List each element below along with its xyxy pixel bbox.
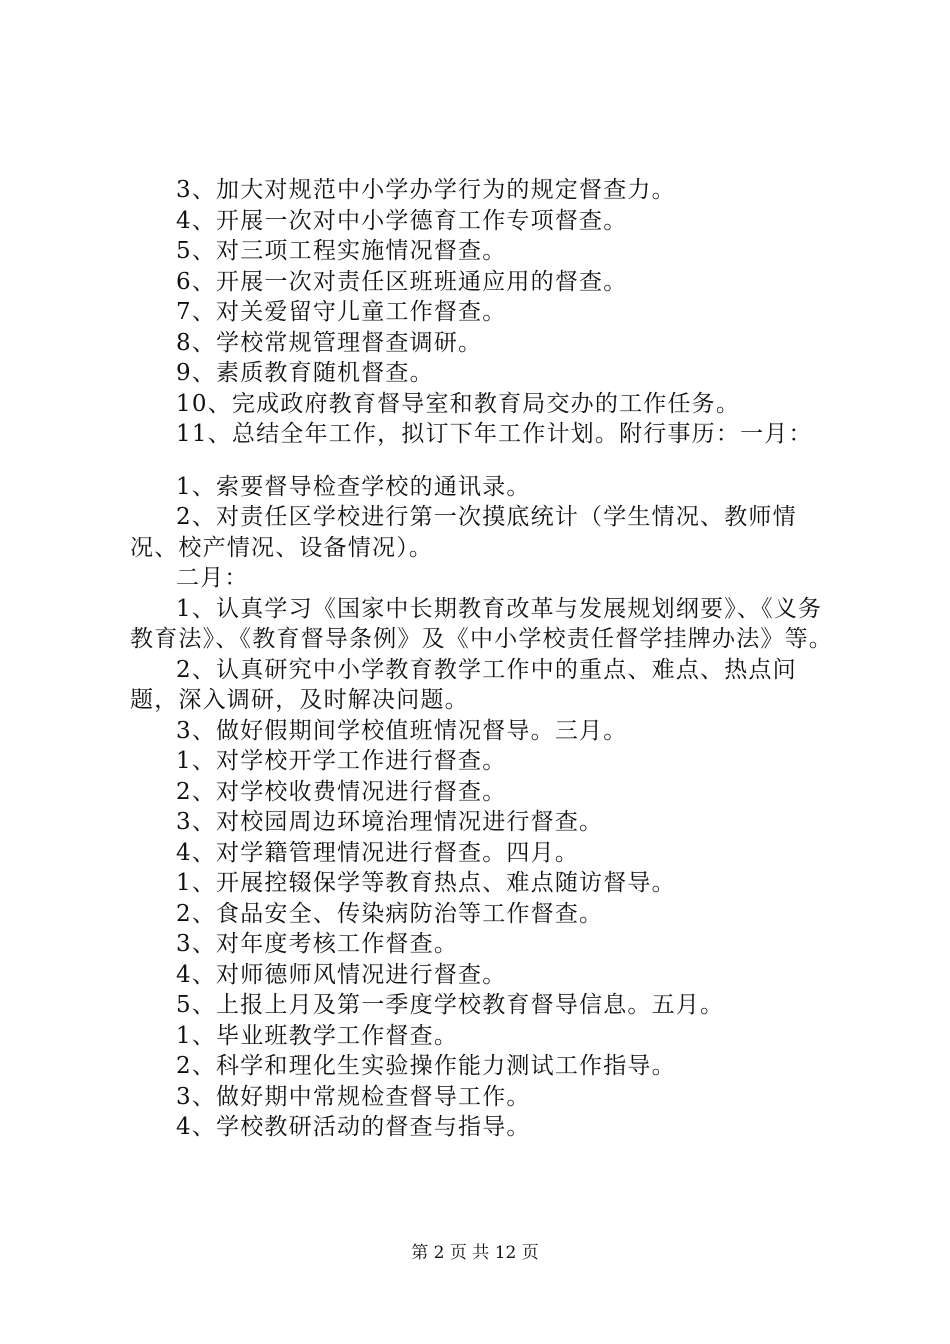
paragraph-12: 二月： <box>176 565 249 591</box>
paragraph-3: 5、对三项工程实施情况督查。 <box>176 238 507 264</box>
paragraph-18: 3、对校园周边环境治理情况进行督查。 <box>176 809 604 835</box>
paragraph-8: 10、完成政府教育督导室和教育局交办的工作任务。 <box>176 390 741 417</box>
paragraph-2: 4、开展一次对中小学德育工作专项督查。 <box>176 207 628 234</box>
paragraph-25: 1、毕业班教学工作督查。 <box>176 1022 459 1049</box>
document-body <box>130 175 835 1143</box>
paragraph-20: 1、开展控辍保学等教育热点、难点随访督导。 <box>176 870 676 896</box>
paragraph-9: 11、总结全年工作，拟订下年工作计划。附行事历：一月： <box>176 421 813 447</box>
paragraph-19: 4、对学籍管理情况进行督查。四月。 <box>176 839 580 866</box>
paragraph-1: 3、加大对规范中小学办学行为的规定督查力。 <box>176 177 676 203</box>
paragraph-6: 8、学校常规管理督查调研。 <box>176 329 483 356</box>
paragraph-24: 5、上报上月及第一季度学校教育督导信息。五月。 <box>176 992 725 1018</box>
paragraph-27: 3、做好期中常规检查督导工作。 <box>176 1083 531 1110</box>
paragraph-5: 7、对关爱留守儿童工作督查。 <box>176 299 507 325</box>
paragraph-10: 1、索要督导检查学校的通讯录。 <box>176 473 531 500</box>
paragraph-14: 2、认真研究中小学教育教学工作中的重点、难点、热点问题，深入调研，及时解决问题。 <box>130 656 797 713</box>
paragraph-17: 2、对学校收费情况进行督查。 <box>176 778 507 805</box>
page-footer: 第 2 页 共 12 页 <box>411 1243 539 1263</box>
paragraph-7: 9、素质教育随机督查。 <box>176 360 434 386</box>
paragraph-11: 2、对责任区学校进行第一次摸底统计（学生情况、教师情况、校产情况、设备情况）。 <box>130 504 797 561</box>
paragraph-22: 3、对年度考核工作督查。 <box>176 931 459 957</box>
paragraph-4: 6、开展一次对责任区班班通应用的督查。 <box>176 268 628 295</box>
paragraph-23: 4、对师德师风情况进行督查。 <box>176 961 507 988</box>
paragraph-28: 4、学校教研活动的督查与指导。 <box>176 1114 531 1140</box>
paragraph-16: 1、对学校开学工作进行督查。 <box>176 748 507 774</box>
paragraph-15: 3、做好假期间学校值班情况督导。三月。 <box>176 717 628 744</box>
paragraph-26: 2、科学和理化生实验操作能力测试工作指导。 <box>176 1053 676 1079</box>
paragraph-21: 2、食品安全、传染病防治等工作督查。 <box>176 900 604 927</box>
paragraph-13: 1、认真学习《国家中长期教育改革与发展规划纲要》、《义务教育法》、《教育督导条例》及《中小学校责任督学挂牌办法》等。 <box>130 595 833 652</box>
